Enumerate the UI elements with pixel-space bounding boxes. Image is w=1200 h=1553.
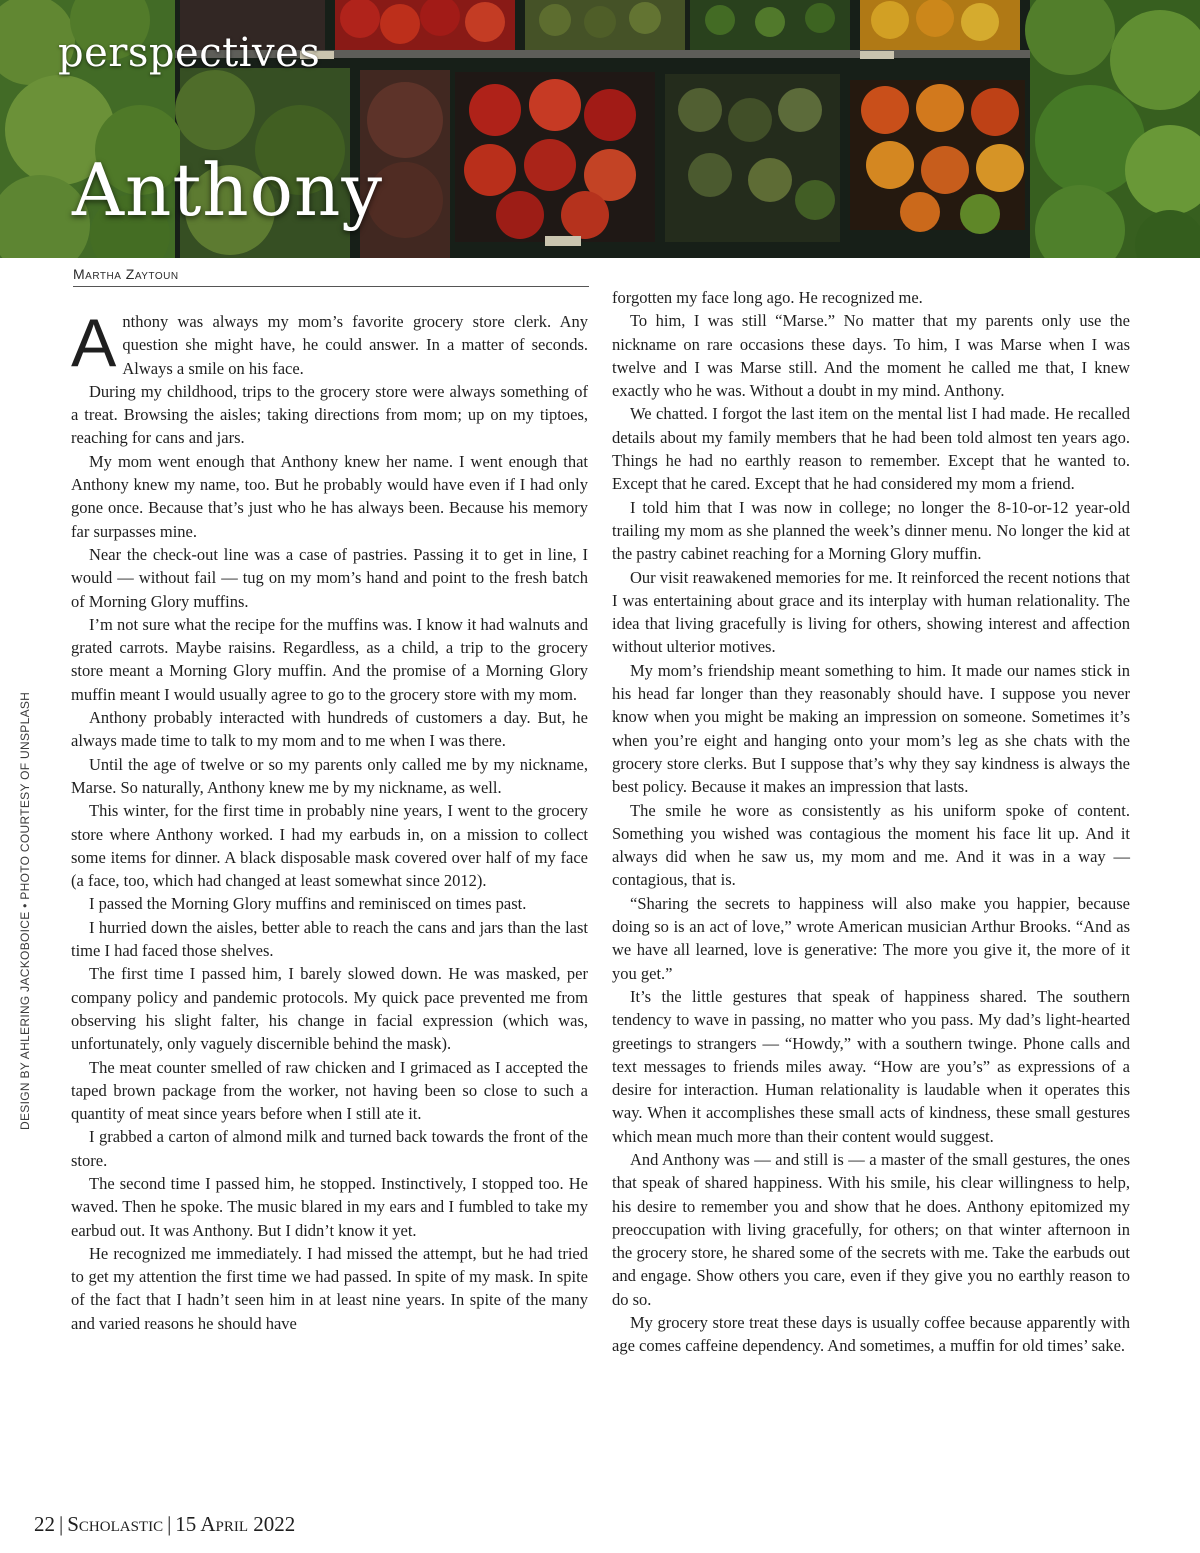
paragraph: My grocery store treat these days is usually coffee because apparently with age comes caffeine dependency. And sometimes, a muffin for old times’ sake. bbox=[612, 1313, 1130, 1356]
article-title: Anthony bbox=[72, 148, 384, 232]
paragraph: The smile he wore as consistently as his uniform spoke of content. Something you wished was contagious the moment his face lit up. And it always did when he saw us, my mom and me. And it was in a way — contagious, that is. bbox=[612, 800, 1130, 890]
paragraph: The meat counter smelled of raw chicken and I grimaced as I accepted the taped brown package from the worker, not having been so close to such a quantity of meat since years before when I still ate it. bbox=[71, 1057, 588, 1124]
article-column-right bbox=[612, 286, 1130, 1496]
paragraph: We chatted. I forgot the last item on the mental list I had made. He recalled details about my family members that he had been told almost ten years ago. Things he had no earthly reason to remember. Except that he wanted to. Except that he cared. Except that he had considered my mom a friend. bbox=[612, 404, 1130, 494]
paragraph: This winter, for the first time in probably nine years, I went to the grocery store where Anthony worked. I had my earbuds in, on a mission to collect some items for dinner. A black disposable mask covered over half of my face (a face, too, which had changed at least somewhat since 2012). bbox=[71, 801, 588, 891]
publication-name: Scholastic bbox=[67, 1512, 164, 1536]
header-photo bbox=[0, 0, 1200, 258]
footer-separator: | bbox=[167, 1512, 172, 1536]
first-paragraph-text: nthony was always my mom’s favorite grocery store clerk. Any question she might have, he could answer. In a matter of seconds. Always a smile on his face. bbox=[122, 312, 588, 378]
paragraph: To him, I was still “Marse.” No matter that my parents only use the nickname on rare occasions these days. To him, I was Marse when I was twelve and I was Marse still. And the moment he called me that, I knew exactly who he was. Without a doubt in my mind. Anthony. bbox=[612, 311, 1130, 401]
paragraph: And Anthony was — and still is — a master of the small gestures, the ones that speak of shared happiness. With his smile, his clear willingness to help, his desire to remember you and show that he does. Anthony epitomized my preoccupation with living gracefully, for others; on that winter afternoon in the grocery store, he shared some of the secrets with me. Take the earbuds out and engage. Show others you care, even if they give you no earthly reason to do so. bbox=[612, 1149, 1130, 1309]
design-photo-credit: DESIGN BY AHLERING JACKOBOICE • PHOTO COURTESY OF UNSPLASH bbox=[18, 691, 32, 1130]
paragraph: I grabbed a carton of almond milk and turned back towards the front of the store. bbox=[71, 1127, 588, 1170]
paragraph: I’m not sure what the recipe for the muffins was. I know it had walnuts and grated carrots. Maybe raisins. Regardless, as a child, a trip to the grocery store meant a Morning Glory muffin. And the promise of a Morning Glory muffin meant I would usually agree to go to the grocery store with my mom. bbox=[71, 614, 588, 704]
issue-date: 15 April 2022 bbox=[175, 1512, 296, 1536]
paragraph: My mom’s friendship meant something to him. It made our names stick in his head far longer than they reasonably should have. I suppose you never know when you might be making an impression on someone. Sometimes it’s when you’re eight and hanging onto your mom’s leg as she chats with the grocery store clerks. But I suppose that’s why they say kindness is always the best policy. Because it makes an impression that lasts. bbox=[612, 660, 1130, 797]
paragraph: The second time I passed him, he stopped. Instinctively, I stopped too. He waved. Then he spoke. The music blared in my ears and I fumbled to take my earbud out. It was Anthony. But I didn’t know it yet. bbox=[71, 1173, 588, 1240]
byline: Martha Zaytoun bbox=[73, 266, 589, 287]
paragraph: During my childhood, trips to the grocery store were always something of a treat. Browsing the aisles; taking directions from mom; up on my tiptoes, reaching for cans and jars. bbox=[71, 381, 588, 448]
paragraph: I told him that I was now in college; no longer the 8-10-or-12 year-old trailing my mom as she planned the week’s dinner menu. No longer the kid at the pastry cabinet reaching for a Morning Glory muffin. bbox=[612, 497, 1130, 564]
first-paragraph bbox=[71, 305, 588, 381]
paragraph: “Sharing the secrets to happiness will also make you happier, because doing so is an act of love,” wrote American musician Arthur Brooks. “And as we have all learned, love is generative: The more you give it, the more of it you get.” bbox=[612, 893, 1130, 983]
article-column-left bbox=[71, 305, 588, 1490]
paragraph: I passed the Morning Glory muffins and reminisced on times past. bbox=[89, 894, 527, 914]
footer-separator: | bbox=[59, 1512, 64, 1536]
page-number: 22 bbox=[34, 1512, 55, 1536]
continued-paragraph: forgotten my face long ago. He recognized me. bbox=[612, 288, 923, 307]
paragraph: Near the check-out line was a case of pastries. Passing it to get in line, I would — without fail — tug on my mom’s hand and point to the fresh batch of Morning Glory muffins. bbox=[71, 544, 588, 611]
paragraph: He recognized me immediately. I had missed the attempt, but he had tried to get my attention the first time we had passed. In spite of my mask. In spite of the fact that I hadn’t seen him in at least nine years. In spite of the many and varied reasons he should have bbox=[71, 1243, 588, 1333]
drop-cap: A bbox=[71, 305, 117, 381]
paragraph: Anthony probably interacted with hundreds of customers a day. But, he always made time to talk to my mom and to me when I was there. bbox=[71, 708, 588, 751]
paragraph: Until the age of twelve or so my parents only called me by my nickname, Marse. So naturally, Anthony knew me by my nickname, as well. bbox=[71, 754, 588, 797]
paragraph: It’s the little gestures that speak of happiness shared. The southern tendency to wave in passing, no matter who you pass. My dad’s light-hearted greetings to strangers — “Howdy,” with a southern twinge. Phone calls and text messages to friends miles away. “How are you’s” as expressions of a desire for interaction. Human relationality is laudable when it operates this way. When it accomplishes these small acts of kindness, these small gestures which mean much more than their content would suggest. bbox=[612, 986, 1130, 1146]
section-label: perspectives bbox=[58, 30, 321, 76]
paragraph: I hurried down the aisles, better able to reach the cans and jars than the last time I had faced those shelves. bbox=[71, 917, 588, 961]
paragraph: The first time I passed him, I barely slowed down. He was masked, per company policy and pandemic protocols. My quick pace prevented me from observing his slight falter, his change in facial expression (which was, unfortunately, only vaguely discernible behind the mask). bbox=[71, 964, 588, 1054]
page-footer bbox=[34, 1512, 295, 1537]
paragraph: Our visit reawakened memories for me. It reinforced the recent notions that I was entertaining about grace and its interplay with human relationality. The idea that living gracefully is living for others, showing interest and affection without ulterior motives. bbox=[612, 567, 1130, 657]
paragraph: My mom went enough that Anthony knew her name. I went enough that Anthony knew my name, too. But he probably would have even if I had only gone once. Because that’s just who he has always been. Because his memory far surpasses mine. bbox=[71, 451, 588, 541]
